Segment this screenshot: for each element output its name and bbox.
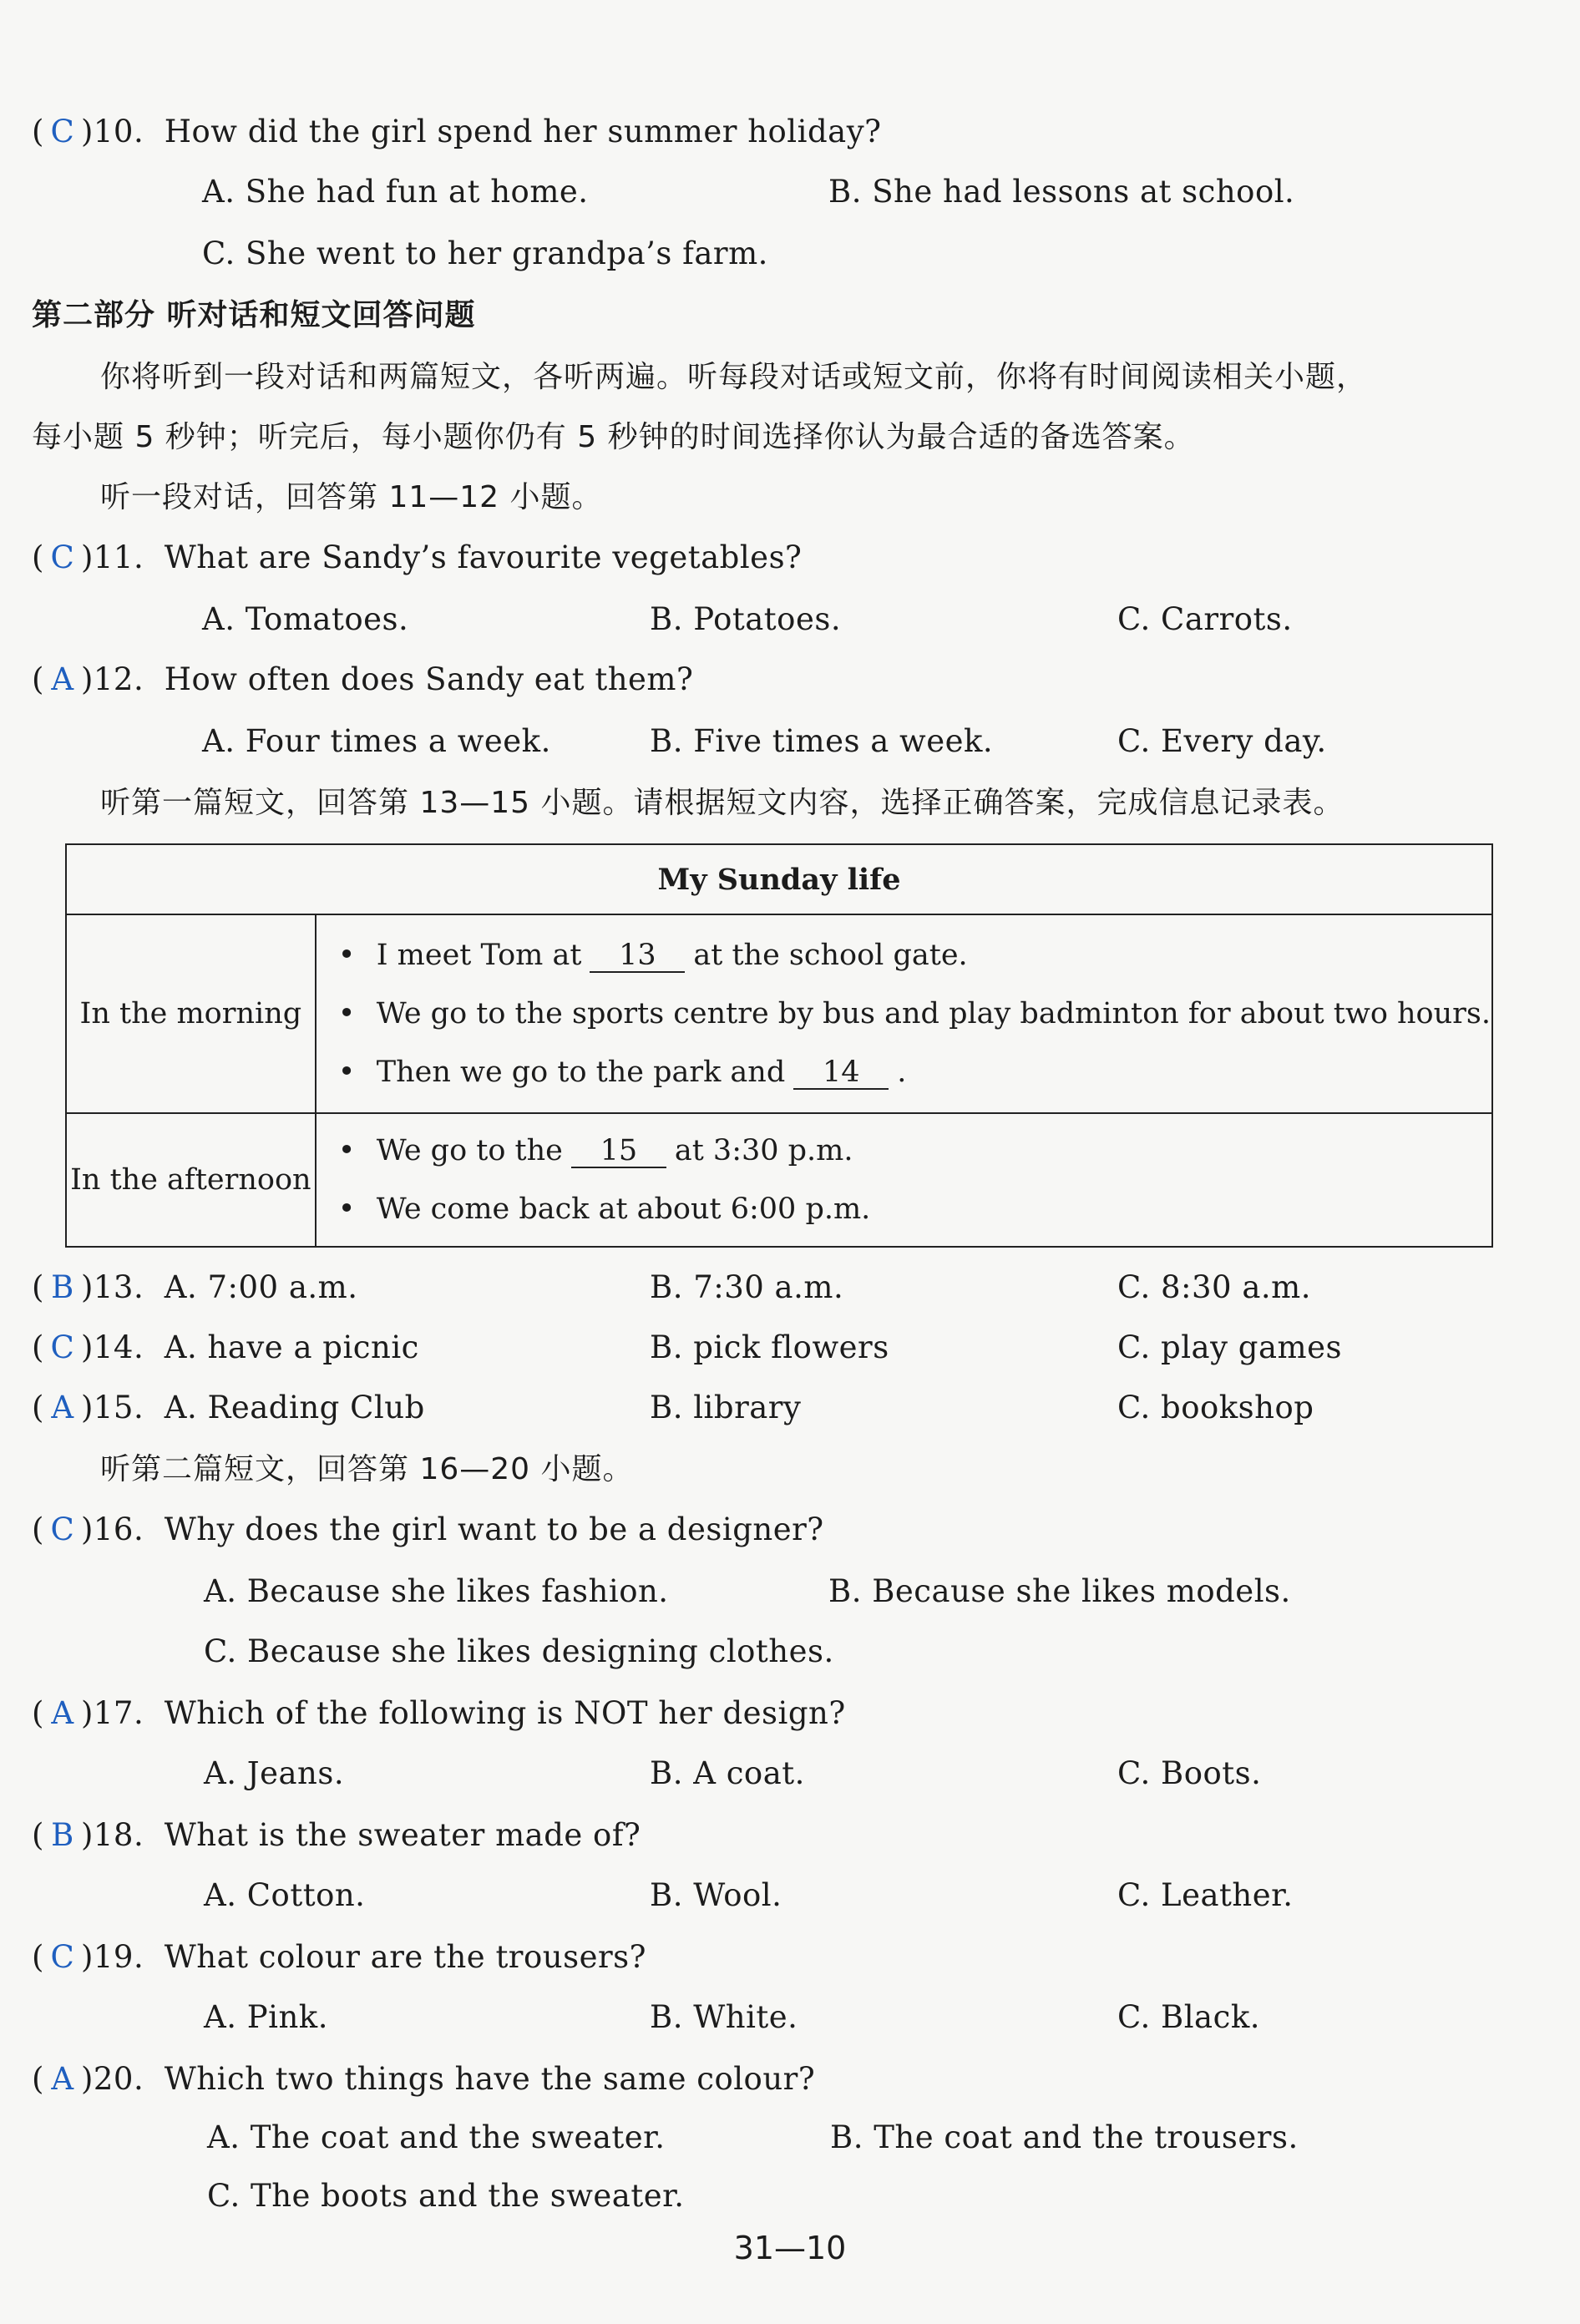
morning-cell xyxy=(316,914,1492,1113)
question-19 xyxy=(32,1937,646,1977)
question-number: )19. xyxy=(80,1939,144,1975)
answer-18: B xyxy=(51,1817,74,1853)
part2-intro-line1: 你将听到一段对话和两篇短文，各听两遍。听每段对话或短文前，你将有时间阅读相关小题， xyxy=(100,360,1368,394)
answer-11: C xyxy=(50,539,75,575)
option-16-c: C. Because she likes designing clothes. xyxy=(204,1633,834,1669)
bullet: • xyxy=(337,1134,356,1167)
passage2-instruction: 听第二篇短文，回答第 16—20 小题。 xyxy=(100,1452,634,1486)
option-10-c: C. She went to her grandpa’s farm. xyxy=(202,235,768,271)
question-number: )15. xyxy=(80,1390,144,1425)
item-text: Then we go to the park and xyxy=(376,1056,786,1089)
answer-13: B xyxy=(51,1269,74,1305)
question-number: )10. xyxy=(80,114,144,149)
paren-open: ( xyxy=(32,1817,44,1853)
question-text: What is the sweater made of? xyxy=(164,1817,641,1853)
answer-10: C xyxy=(50,114,75,149)
table-title: My Sunday life xyxy=(66,844,1492,914)
passage1-instruction: 听第一篇短文，回答第 13—15 小题。请根据短文内容，选择正确答案，完成信息记录表。 xyxy=(100,786,1345,820)
paren-open: ( xyxy=(32,1269,44,1305)
option-19-a: A. Pink. xyxy=(204,1999,328,2035)
morning-item-3 xyxy=(338,1043,1491,1101)
bullet: • xyxy=(337,997,356,1030)
answer-15: A xyxy=(51,1390,74,1425)
answer-14: C xyxy=(50,1329,75,1365)
question-number: )11. xyxy=(80,539,144,575)
item-text: We go to the xyxy=(376,1134,563,1167)
option-20-c: C. The boots and the sweater. xyxy=(207,2178,685,2214)
option-16-a: A. Because she likes fashion. xyxy=(204,1573,669,1609)
question-17 xyxy=(32,1694,846,1734)
part2-intro-line2: 每小题 5 秒钟；听完后，每小题你仍有 5 秒钟的时间选择你认为最合适的备选答案。 xyxy=(32,420,1195,454)
option-19-b: B. White. xyxy=(650,1999,798,2035)
option-17-a: A. Jeans. xyxy=(204,1755,345,1791)
item-text: at the school gate. xyxy=(693,939,968,972)
question-number: )17. xyxy=(80,1695,144,1731)
paren-open: ( xyxy=(32,1390,44,1425)
option-18-c: C. Leather. xyxy=(1117,1877,1294,1913)
sunday-life-table xyxy=(65,843,1493,1248)
option-15-a: A. Reading Club xyxy=(164,1390,425,1425)
option-12-b: B. Five times a week. xyxy=(650,723,994,759)
answer-19: C xyxy=(50,1939,75,1975)
afternoon-item-1 xyxy=(338,1121,1491,1180)
question-number: )14. xyxy=(80,1329,144,1365)
item-text: We go to the sports centre by bus and play badminton for about two hours. xyxy=(376,997,1491,1030)
question-text: Which of the following is NOT her design? xyxy=(164,1695,846,1731)
paren-open: ( xyxy=(32,1329,44,1365)
question-18 xyxy=(32,1815,641,1856)
option-10-a: A. She had fun at home. xyxy=(202,174,589,210)
option-20-b: B. The coat and the trousers. xyxy=(830,2119,1299,2155)
option-13-c: C. 8:30 a.m. xyxy=(1117,1269,1312,1305)
option-18-a: A. Cotton. xyxy=(204,1877,366,1913)
item-text: I meet Tom at xyxy=(376,939,582,972)
paren-open: ( xyxy=(32,2061,44,2097)
paren-open: ( xyxy=(32,661,44,697)
item-text: We come back at about 6:00 p.m. xyxy=(376,1192,871,1226)
question-13 xyxy=(32,1268,358,1308)
bullet: • xyxy=(337,939,356,972)
option-12-c: C. Every day. xyxy=(1117,723,1327,759)
paren-open: ( xyxy=(32,539,44,575)
afternoon-cell xyxy=(316,1113,1492,1247)
option-16-b: B. Because she likes models. xyxy=(828,1573,1291,1609)
dialogue-instruction: 听一段对话，回答第 11—12 小题。 xyxy=(100,480,603,514)
morning-item-1 xyxy=(338,926,1491,985)
option-15-b: B. library xyxy=(650,1390,802,1425)
question-text: Why does the girl want to be a designer? xyxy=(164,1511,824,1547)
item-text: . xyxy=(897,1056,907,1089)
question-number: )13. xyxy=(80,1269,144,1305)
afternoon-label: In the afternoon xyxy=(66,1113,316,1247)
question-16 xyxy=(32,1510,824,1550)
option-13-a: A. 7:00 a.m. xyxy=(164,1269,358,1305)
question-number: )16. xyxy=(80,1511,144,1547)
option-17-c: C. Boots. xyxy=(1117,1755,1262,1791)
option-11-a: A. Tomatoes. xyxy=(202,601,409,637)
answer-16: C xyxy=(50,1511,75,1547)
question-text: What colour are the trousers? xyxy=(164,1939,647,1975)
question-text: How often does Sandy eat them? xyxy=(164,661,694,697)
option-14-c: C. play games xyxy=(1117,1329,1342,1365)
part2-heading: 第二部分 听对话和短文回答问题 xyxy=(32,298,476,332)
question-text: Which two things have the same colour? xyxy=(164,2061,816,2097)
page-number: 31—10 xyxy=(733,2230,847,2266)
option-10-b: B. She had lessons at school. xyxy=(828,174,1295,210)
option-18-b: B. Wool. xyxy=(650,1877,782,1913)
paren-open: ( xyxy=(32,1695,44,1731)
option-17-b: B. A coat. xyxy=(650,1755,805,1791)
question-number: )20. xyxy=(80,2061,144,2097)
option-14-a: A. have a picnic xyxy=(164,1329,419,1365)
option-15-c: C. bookshop xyxy=(1117,1390,1314,1425)
blank-14: 14 xyxy=(793,1056,889,1090)
option-12-a: A. Four times a week. xyxy=(202,723,551,759)
question-12 xyxy=(32,660,693,700)
question-15 xyxy=(32,1388,425,1428)
morning-label: In the morning xyxy=(66,914,316,1113)
paren-open: ( xyxy=(32,114,44,149)
paren-open: ( xyxy=(32,1511,44,1547)
question-11 xyxy=(32,538,802,578)
answer-20: A xyxy=(51,2061,74,2097)
option-11-b: B. Potatoes. xyxy=(650,601,842,637)
option-11-c: C. Carrots. xyxy=(1117,601,1293,637)
question-14 xyxy=(32,1328,419,1368)
answer-12: A xyxy=(51,661,74,697)
option-14-b: B. pick flowers xyxy=(650,1329,889,1365)
question-number: )12. xyxy=(80,661,144,697)
item-text: at 3:30 p.m. xyxy=(674,1134,853,1167)
question-number: )18. xyxy=(80,1817,144,1853)
question-20 xyxy=(32,2059,815,2099)
question-10 xyxy=(32,112,881,152)
question-text: How did the girl spend her summer holiday? xyxy=(164,114,882,149)
question-text: What are Sandy’s favourite vegetables? xyxy=(164,539,803,575)
morning-item-2 xyxy=(338,985,1491,1043)
blank-13: 13 xyxy=(590,939,685,973)
option-19-c: C. Black. xyxy=(1117,1999,1260,2035)
paren-open: ( xyxy=(32,1939,44,1975)
option-13-b: B. 7:30 a.m. xyxy=(650,1269,844,1305)
afternoon-item-2 xyxy=(338,1180,1491,1238)
bullet: • xyxy=(337,1056,356,1089)
answer-17: A xyxy=(51,1695,74,1731)
bullet: • xyxy=(337,1192,356,1226)
option-20-a: A. The coat and the sweater. xyxy=(207,2119,666,2155)
blank-15: 15 xyxy=(571,1135,666,1168)
